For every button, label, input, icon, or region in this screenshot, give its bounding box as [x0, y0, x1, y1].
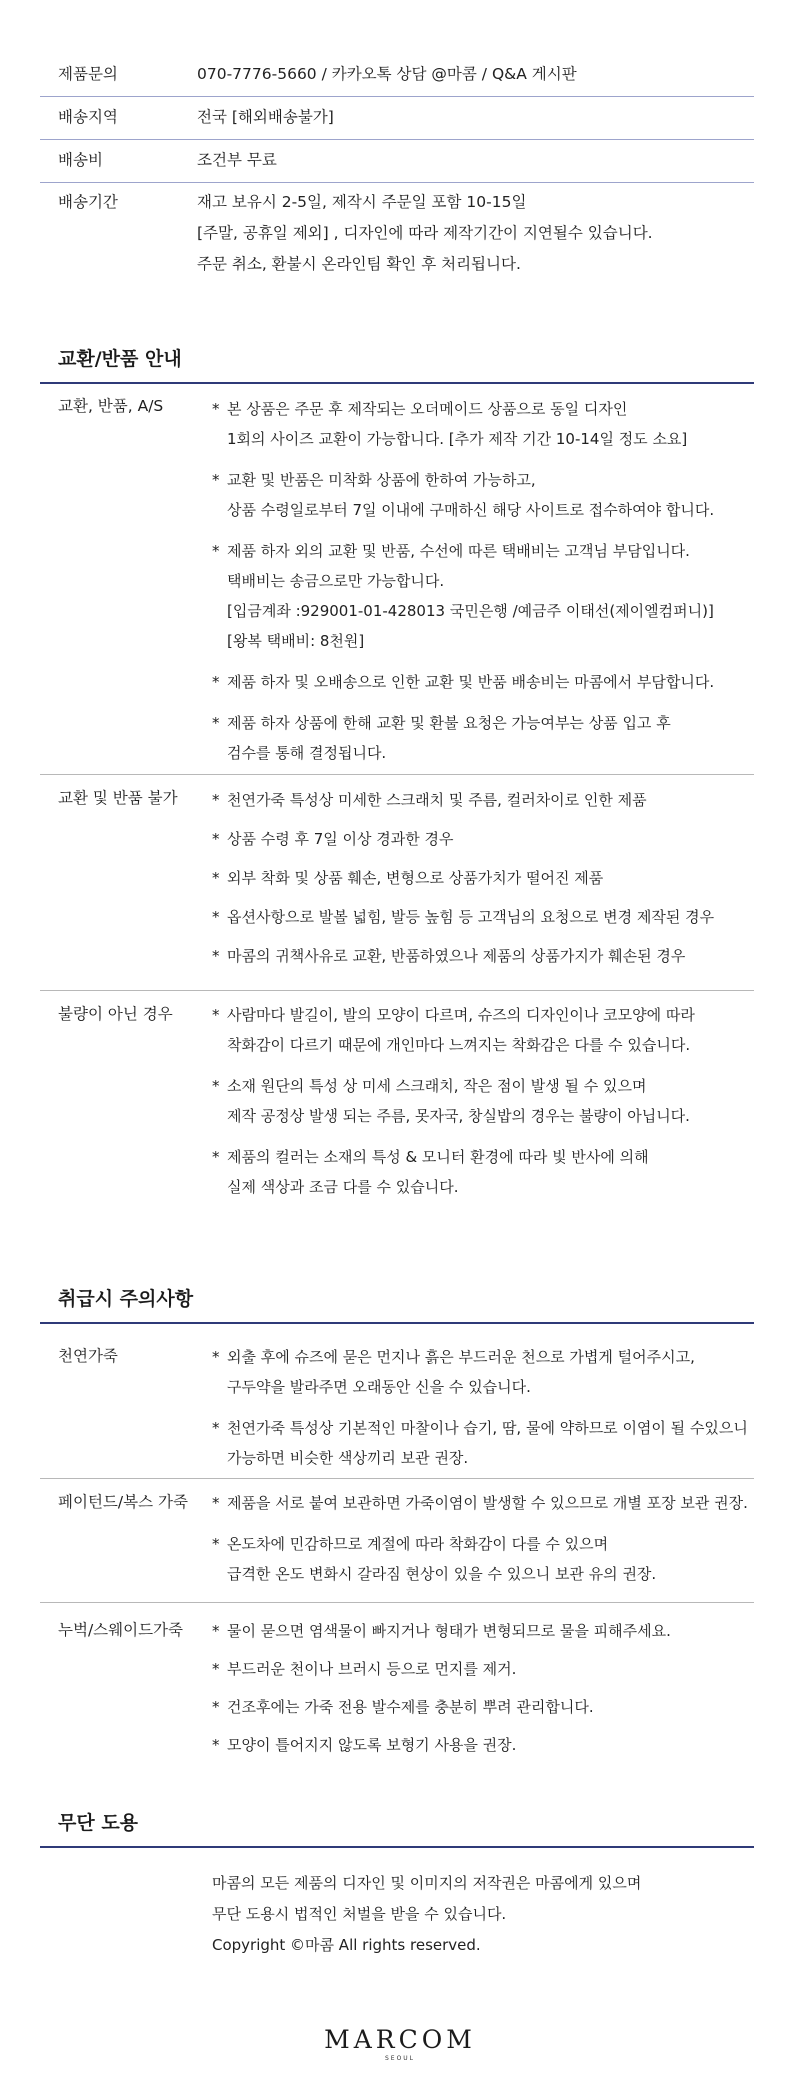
bullet-line: 본 상품은 주문 후 제작되는 오더메이드 상품으로 동일 디자인: [227, 400, 628, 418]
bullet-item: [212, 394, 760, 454]
copyright-text: [212, 1868, 752, 1961]
row-divider: [40, 990, 754, 991]
bullet-line: 착화감이 다르기 때문에 개인마다 느껴지는 착화감은 다를 수 있습니다.: [227, 1036, 691, 1054]
suede-row-label: 누벅/스웨이드가죽: [58, 1621, 184, 1639]
patent-leather-row-bullets: [212, 1488, 760, 1600]
brand-logo-subtitle: SEOUL: [384, 2055, 416, 2062]
bullet-line: 제품 하자 및 오배송으로 인한 교환 및 반품 배송비는 마콤에서 부담합니다.: [227, 673, 715, 691]
bullet-item: [212, 902, 760, 932]
exchange-row-label: 교환, 반품, A/S: [58, 397, 164, 415]
info-row-inquiry: [40, 54, 754, 97]
bullet-item: [212, 1342, 760, 1402]
bullet-marker: *: [212, 542, 220, 560]
bullet-item: [212, 863, 760, 893]
bullet-item: [212, 1413, 760, 1473]
bullet-line: 외부 착화 및 상품 훼손, 변형으로 상품가치가 떨어진 제품: [227, 869, 604, 887]
care-section-title: 취급시 주의사항: [58, 1288, 194, 1310]
bullet-item: [212, 1000, 760, 1060]
bullet-marker: *: [212, 1535, 220, 1553]
bullet-line: 건조후에는 가죽 전용 발수제를 충분히 뿌려 관리합니다.: [227, 1698, 594, 1716]
bullet-item: [212, 941, 760, 971]
bullet-marker: *: [212, 830, 220, 848]
info-value-line: 조건부 무료: [197, 151, 277, 169]
bullet-marker: *: [212, 673, 220, 691]
info-value-line: 전국 [해외배송불가]: [197, 108, 334, 126]
no-exchange-row-label: 교환 및 반품 불가: [58, 789, 178, 807]
bullet-line: 구두약을 발라주면 오래동안 신을 수 있습니다.: [227, 1378, 531, 1396]
bullet-line: 제작 공정상 발생 되는 주름, 못자국, 창실밥의 경우는 불량이 아닙니다.: [227, 1107, 690, 1125]
bullet-marker: *: [212, 1419, 220, 1437]
info-value: [197, 187, 754, 280]
patent-leather-row-label: 페이턴드/복스 가죽: [58, 1493, 188, 1511]
bullet-item: [212, 708, 760, 768]
bullet-marker: *: [212, 791, 220, 809]
bullet-line: 마콤의 귀책사유로 교환, 반품하였으나 제품의 상품가지가 훼손된 경우: [227, 947, 686, 965]
bullet-line: 부드러운 천이나 브러시 등으로 먼지를 제거.: [227, 1660, 517, 1678]
bullet-line: [왕복 택배비: 8천원]: [227, 632, 365, 650]
bullet-line: 제품을 서로 붙여 보관하면 가죽이염이 발생할 수 있으므로 개별 포장 보관 권장.: [227, 1494, 748, 1512]
bullet-marker: *: [212, 1736, 220, 1754]
bullet-line: 소재 원단의 특성 상 미세 스크래치, 작은 점이 발생 될 수 있으며: [227, 1077, 647, 1095]
info-value: [197, 150, 754, 171]
bullet-marker: *: [212, 1006, 220, 1024]
bullet-marker: *: [212, 908, 220, 926]
bullet-line: 교환 및 반품은 미착화 상품에 한하여 가능하고,: [227, 471, 536, 489]
info-label: 배송기간: [58, 193, 118, 211]
info-row-fee: [40, 140, 754, 183]
bullet-marker: *: [212, 1494, 220, 1512]
bullet-marker: *: [212, 1077, 220, 1095]
info-value-line: 재고 보유시 2-5일, 제작시 주문일 포함 10-15일: [197, 193, 527, 211]
row-divider: [40, 774, 754, 775]
shipping-info-table: [40, 54, 754, 291]
not-defect-row-label: 불량이 아닌 경우: [58, 1005, 173, 1023]
bullet-line: 1회의 사이즈 교환이 가능합니다. [추가 제작 기간 10-14일 정도 소요]: [227, 430, 688, 448]
bullet-line: 천연가죽 특성상 기본적인 마찰이나 습기, 땀, 물에 약하므로 이염이 될 수있으니: [227, 1419, 748, 1437]
info-row-period: [40, 183, 754, 291]
not-defect-row-bullets: [212, 1000, 760, 1213]
info-label: 배송비: [58, 151, 103, 169]
bullet-line: 옵션사항으로 발볼 넓힘, 발등 높힘 등 고객님의 요청으로 변경 제작된 경우: [227, 908, 715, 926]
copyright-line: Copyright ©마콤 All rights reserved.: [212, 1936, 481, 1954]
bullet-line: 제품의 컬러는 소재의 특성 & 모니터 환경에 따라 빛 반사에 의해: [227, 1148, 649, 1166]
info-value-line: 070-7776-5660 / 카카오톡 상담 @마콤 / Q&A 게시판: [197, 65, 577, 83]
bullet-marker: *: [212, 471, 220, 489]
brand-logo: [0, 2025, 800, 2062]
bullet-line: 제품 하자 외의 교환 및 반품, 수선에 따른 택배비는 고객님 부담입니다.: [227, 542, 690, 560]
exchange-section-title: 교환/반품 안내: [58, 348, 182, 370]
info-row-region: [40, 97, 754, 140]
bullet-item: [212, 667, 760, 697]
bullet-line: 물이 묻으면 염색물이 빠지거나 형태가 변형되므로 물을 피해주세요.: [227, 1622, 671, 1640]
info-label: 제품문의: [58, 65, 118, 83]
bullet-line: 모양이 틀어지지 않도록 보형기 사용을 권장.: [227, 1736, 517, 1754]
info-value: [197, 107, 754, 128]
copyright-line: 무단 도용시 법적인 처벌을 받을 수 있습니다.: [212, 1905, 507, 1923]
bullet-line: 온도차에 민감하므로 계절에 따라 착화감이 다를 수 있으며: [227, 1535, 609, 1553]
bullet-line: 상품 수령일로부터 7일 이내에 구매하신 해당 사이트로 접수하여야 합니다.: [227, 501, 715, 519]
bullet-line: 상품 수령 후 7일 이상 경과한 경우: [227, 830, 454, 848]
bullet-marker: *: [212, 869, 220, 887]
bullet-item: [212, 824, 760, 854]
bullet-line: 검수를 통해 결정됩니다.: [227, 744, 387, 762]
bullet-item: [212, 1488, 760, 1518]
info-value-line: 주문 취소, 환불시 온라인팀 확인 후 처리됩니다.: [197, 255, 521, 273]
bullet-line: 가능하면 비슷한 색상끼리 보관 권장.: [227, 1449, 469, 1467]
bullet-item: [212, 1142, 760, 1202]
bullet-line: 택배비는 송금으로만 가능합니다.: [227, 572, 445, 590]
bullet-item: [212, 785, 760, 815]
info-value-line: [주말, 공휴일 제외] , 디자인에 따라 제작기간이 지연될수 있습니다.: [197, 224, 653, 242]
copyright-line: 마콤의 모든 제품의 디자인 및 이미지의 저작권은 마콤에게 있으며: [212, 1874, 642, 1892]
bullet-marker: *: [212, 714, 220, 732]
bullet-line: 천연가죽 특성상 미세한 스크래치 및 주름, 컬러차이로 인한 제품: [227, 791, 647, 809]
info-value: [197, 64, 754, 85]
natural-leather-row-bullets: [212, 1342, 760, 1484]
copyright-section-title: 무단 도용: [58, 1812, 139, 1834]
copyright-section-rule: [40, 1846, 754, 1848]
suede-row-bullets: [212, 1616, 760, 1768]
row-divider: [40, 1478, 754, 1479]
bullet-line: 실제 색상과 조금 다를 수 있습니다.: [227, 1178, 459, 1196]
care-section-rule: [40, 1322, 754, 1324]
bullet-marker: *: [212, 947, 220, 965]
row-divider: [40, 1602, 754, 1603]
bullet-line: [입금계좌 :929001-01-428013 국민은행 /예금주 이태선(제이엘컴퍼니)]: [227, 602, 714, 620]
info-label: 배송지역: [58, 108, 118, 126]
bullet-item: [212, 1654, 760, 1684]
bullet-line: 급격한 온도 변화시 갈라짐 현상이 있을 수 있으니 보관 유의 권장.: [227, 1565, 657, 1583]
bullet-marker: *: [212, 1348, 220, 1366]
bullet-line: 제품 하자 상품에 한해 교환 및 환불 요청은 가능여부는 상품 입고 후: [227, 714, 671, 732]
bullet-item: [212, 1071, 760, 1131]
bullet-item: [212, 1730, 760, 1760]
brand-logo-wordmark: MARCOM: [324, 2025, 476, 2054]
bullet-marker: *: [212, 1660, 220, 1678]
exchange-row-bullets: [212, 394, 760, 779]
bullet-item: [212, 465, 760, 525]
bullet-marker: *: [212, 400, 220, 418]
bullet-line: 외출 후에 슈즈에 묻은 먼지나 흙은 부드러운 천으로 가볍게 털어주시고,: [227, 1348, 695, 1366]
bullet-item: [212, 1529, 760, 1589]
bullet-item: [212, 1692, 760, 1722]
no-exchange-row-bullets: [212, 785, 760, 980]
bullet-marker: *: [212, 1698, 220, 1716]
exchange-section-rule: [40, 382, 754, 384]
bullet-item: [212, 536, 760, 656]
bullet-marker: *: [212, 1148, 220, 1166]
bullet-line: 사람마다 발길이, 발의 모양이 다르며, 슈즈의 디자인이나 코모양에 따라: [227, 1006, 695, 1024]
natural-leather-row-label: 천연가죽: [58, 1347, 118, 1365]
bullet-item: [212, 1616, 760, 1646]
bullet-marker: *: [212, 1622, 220, 1640]
